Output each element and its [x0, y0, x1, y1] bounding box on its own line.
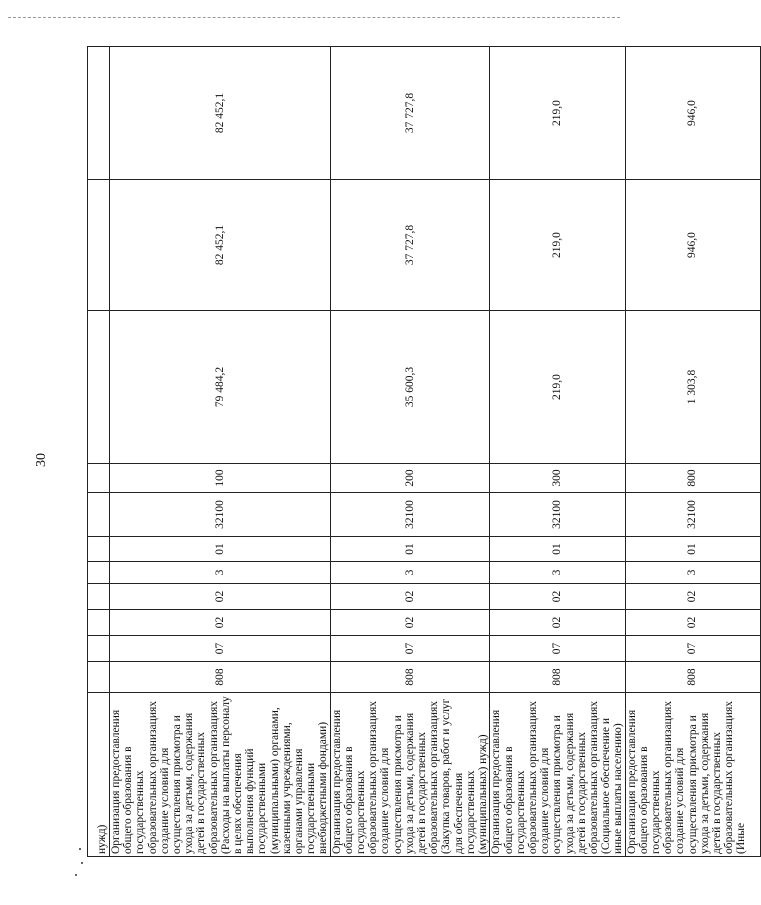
scan-speck [81, 862, 83, 864]
ministry-code: 808 [110, 662, 331, 693]
row-description: Организация предоставления общего образования в государственных образовательных организациях создание условий для осуществления присмотра и ухода за детьми, содержания детей в государственных образовательных организациях (Расходы на выплаты персоналу в целях обеспечения выполнения функций государственными (муниципальными) органами, казенными учреждениями, органами управления государственными внебюджетными фондами) [110, 693, 331, 857]
scan-speck [75, 874, 77, 876]
scan-edge-artifact [8, 17, 620, 18]
subsection-code: 02 [330, 610, 490, 636]
amount-year-1: 35 600,3 [330, 311, 490, 464]
main-event-code: 01 [110, 537, 331, 562]
direction-code: 32100 [490, 493, 625, 537]
table-row [625, 47, 760, 857]
subsection-code: 02 [110, 610, 331, 636]
section-code: 07 [625, 636, 760, 662]
budget-table [87, 46, 761, 857]
amount-year-3: 37 727,8 [330, 47, 490, 180]
ministry-code: 808 [330, 662, 490, 693]
rotated-budget-table-container [87, 47, 748, 857]
amount-year-3: 946,0 [625, 47, 760, 180]
ministry-code: 808 [490, 662, 625, 693]
section-code: 07 [490, 636, 625, 662]
scan-speck [79, 848, 81, 850]
subprogram-code: 3 [330, 562, 490, 584]
subprogram-code: 3 [490, 562, 625, 584]
amount-year-2: 37 727,8 [330, 180, 490, 311]
amount-year-3: 219,0 [490, 47, 625, 180]
expense-type-code: 800 [625, 464, 760, 493]
direction-code: 32100 [110, 493, 331, 537]
amount-year-3: 82 452,1 [110, 47, 331, 180]
continuation-cell: нужд) [88, 693, 110, 857]
table-row [330, 47, 490, 857]
row-description: Организация предоставления общего образования в государственных образовательных организациях создание условий для осуществления присмотра и ухода за детьми, содержания детей в государственных образовательных организациях (Социальное обеспечение и иные выплаты населению) [490, 693, 625, 857]
table-row [490, 47, 625, 857]
table-row-continuation [88, 47, 110, 857]
main-event-code: 01 [490, 537, 625, 562]
subprogram-code: 3 [625, 562, 760, 584]
amount-year-1: 79 484,2 [110, 311, 331, 464]
expense-type-code: 200 [330, 464, 490, 493]
program-code: 02 [330, 584, 490, 610]
table-row [110, 47, 331, 857]
direction-code: 32100 [330, 493, 490, 537]
amount-year-2: 946,0 [625, 180, 760, 311]
main-event-code: 01 [625, 537, 760, 562]
page-number: 30 [34, 453, 49, 467]
amount-year-2: 82 452,1 [110, 180, 331, 311]
ministry-code: 808 [625, 662, 760, 693]
program-code: 02 [490, 584, 625, 610]
direction-code: 32100 [625, 493, 760, 537]
row-description: Организация предоставления общего образования в государственных образовательных организациях создание условий для осуществления присмотра и ухода за детьми, содержания детей в государственных образовательных организациях (Закупка товаров, работ и услуг для обеспечения государственных (муниципальных) нужд) [330, 693, 490, 857]
subsection-code: 02 [490, 610, 625, 636]
amount-year-1: 219,0 [490, 311, 625, 464]
expense-type-code: 100 [110, 464, 331, 493]
section-code: 07 [110, 636, 331, 662]
amount-year-1: 1 303,8 [625, 311, 760, 464]
expense-type-code: 300 [490, 464, 625, 493]
subprogram-code: 3 [110, 562, 331, 584]
program-code: 02 [625, 584, 760, 610]
amount-year-2: 219,0 [490, 180, 625, 311]
row-description: Организация предоставления общего образования в государственных образовательных организациях создание условий для осуществления присмотра и ухода за детьми, содержания детей в государственных образовательных организациях (Иные [625, 693, 760, 857]
program-code: 02 [110, 584, 331, 610]
subsection-code: 02 [625, 610, 760, 636]
main-event-code: 01 [330, 537, 490, 562]
section-code: 07 [330, 636, 490, 662]
